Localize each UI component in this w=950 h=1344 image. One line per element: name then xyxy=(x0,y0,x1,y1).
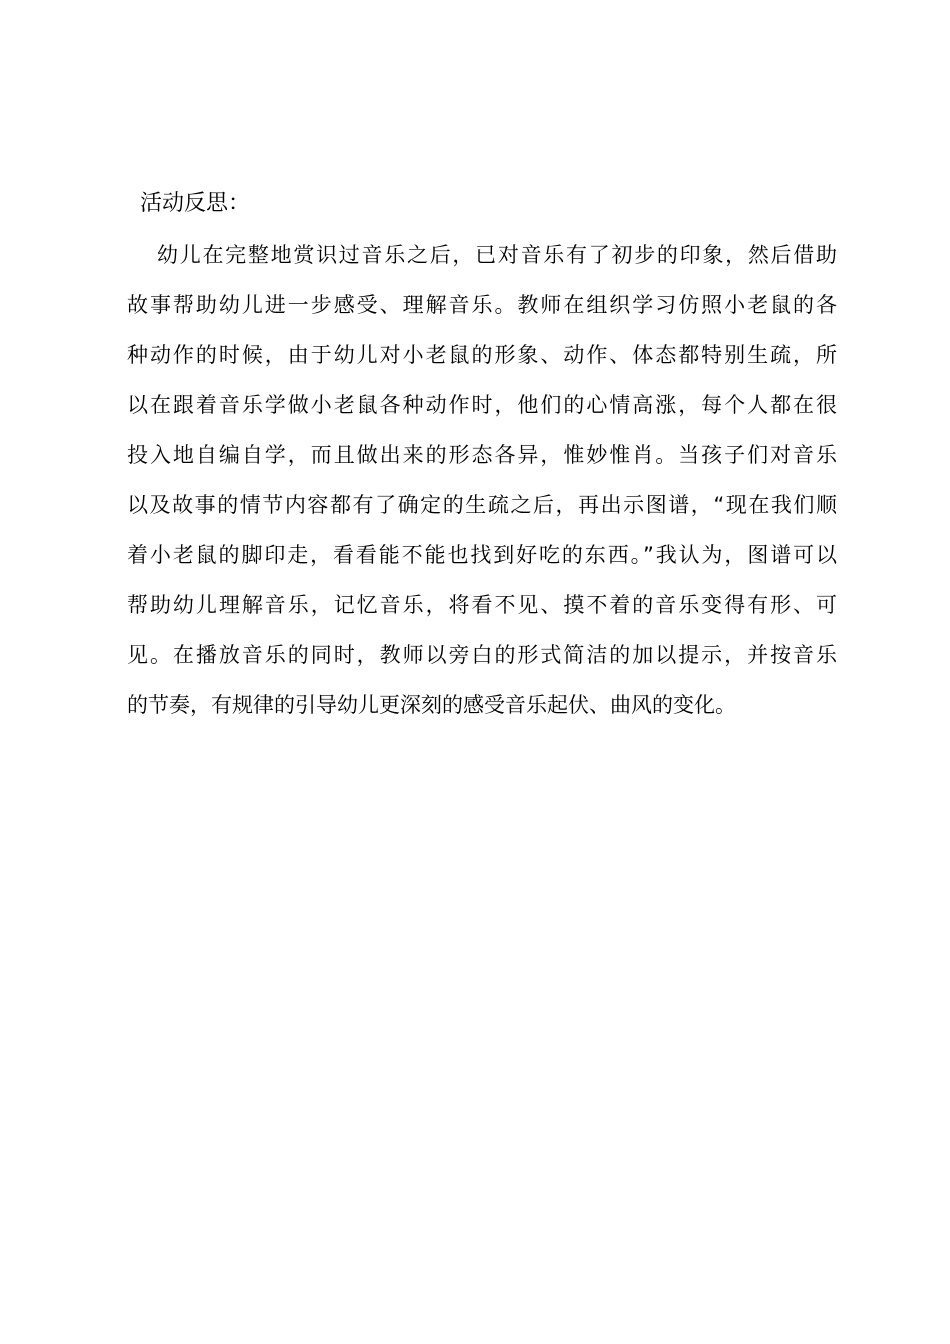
paragraph-line: 着小老鼠的脚印走，看看能不能也找到好吃的东西。”我认为，图谱可以 xyxy=(127,543,837,567)
reflection-paragraph xyxy=(127,237,837,737)
paragraph-line: 投入地自编自学，而且做出来的形态各异，惟妙惟肖。当孩子们对音乐 xyxy=(127,443,837,467)
paragraph-line: 帮助幼儿理解音乐，记忆音乐，将看不见、摸不着的音乐变得有形、可 xyxy=(127,593,837,617)
paragraph-line: 见。在播放音乐的同时，教师以旁白的形式简洁的加以提示，并按音乐 xyxy=(127,643,837,667)
paragraph-line: 种动作的时候，由于幼儿对小老鼠的形象、动作、体态都特别生疏，所 xyxy=(127,343,837,367)
paragraph-line: 以在跟着音乐学做小老鼠各种动作时，他们的心情高涨，每个人都在很 xyxy=(127,393,837,417)
paragraph-line: 以及故事的情节内容都有了确定的生疏之后，再出示图谱，“现在我们顺 xyxy=(127,493,837,517)
paragraph-line: 的节奏，有规律的引导幼儿更深刻的感受音乐起伏、曲风的变化。 xyxy=(127,693,736,717)
paragraph-line: 故事帮助幼儿进一步感受、理解音乐。教师在组织学习仿照小老鼠的各 xyxy=(127,293,837,317)
section-heading: 活动反思： xyxy=(140,191,251,216)
paragraph-line: 幼儿在完整地赏识过音乐之后，已对音乐有了初步的印象，然后借助 xyxy=(157,243,837,267)
